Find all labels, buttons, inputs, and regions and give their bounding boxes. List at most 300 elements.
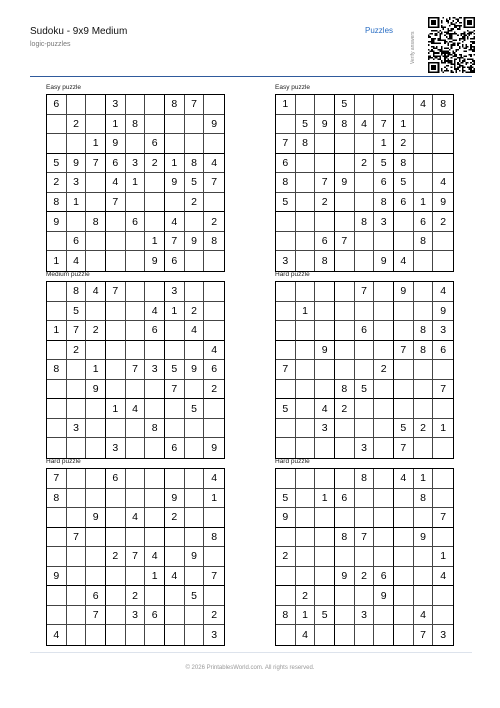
sudoku-cell [106,380,126,400]
sudoku-cell: 3 [276,251,296,271]
sudoku-cell [296,438,316,458]
sudoku-cell [394,212,414,232]
sudoku-cell [67,625,87,645]
sudoku-grid [275,468,454,646]
sudoku-cell [355,173,375,193]
sudoku-cell: 1 [414,193,434,213]
sudoku-cell [374,606,394,626]
sudoku-cell [86,232,106,252]
sudoku-cell: 4 [67,251,87,271]
sudoku-cell: 2 [185,193,205,213]
sudoku-cell [414,567,434,587]
sudoku-cell: 5 [296,115,316,135]
sudoku-cell [335,321,355,341]
sudoku-cell: 4 [145,547,165,567]
sudoku-cell: 9 [165,489,185,509]
sudoku-cell: 5 [165,360,185,380]
sudoku-cell: 1 [126,173,146,193]
sudoku-cell: 8 [374,193,394,213]
sudoku-cell: 3 [67,419,87,439]
sudoku-cell [106,489,126,509]
sudoku-cell: 5 [276,193,296,213]
sudoku-cell: 6 [145,606,165,626]
sudoku-cell [335,508,355,528]
sudoku-cell [204,251,224,271]
sudoku-cell [296,469,316,489]
sudoku-cell [296,173,316,193]
page-subtitle: logic-puzzles [30,41,71,48]
sudoku-cell [204,302,224,322]
puzzle-label: Medium puzzle [46,271,90,278]
sudoku-cell [276,115,296,135]
sudoku-cell: 6 [335,489,355,509]
sudoku-cell [185,528,205,548]
sudoku-cell [185,625,205,645]
sudoku-cell [145,508,165,528]
sudoku-cell: 7 [126,547,146,567]
sudoku-cell [296,341,316,361]
sudoku-cell: 3 [126,606,146,626]
sudoku-cell [67,567,87,587]
sudoku-cell: 2 [126,586,146,606]
sudoku-cell [185,508,205,528]
sudoku-cell [106,232,126,252]
sudoku-cell [67,134,87,154]
sudoku-cell [145,341,165,361]
sudoku-cell [433,399,453,419]
sudoku-cell [165,321,185,341]
sudoku-cell [47,115,67,135]
sudoku-cell [126,251,146,271]
puzzle-label: Hard puzzle [275,271,310,278]
sudoku-cell [165,586,185,606]
sudoku-cell: 9 [433,193,453,213]
sudoku-cell [126,625,146,645]
sudoku-cell: 2 [165,508,185,528]
sudoku-cell: 2 [355,154,375,174]
sudoku-cell: 7 [315,173,335,193]
sudoku-cell: 1 [204,489,224,509]
sudoku-cell [374,232,394,252]
sudoku-cell: 4 [433,282,453,302]
sudoku-cell [315,469,335,489]
sudoku-cell [185,380,205,400]
sudoku-cell [185,469,205,489]
sudoku-cell: 9 [204,115,224,135]
sudoku-cell: 4 [204,154,224,174]
sudoku-cell [355,586,375,606]
sudoku-cell [296,489,316,509]
sudoku-cell [374,302,394,322]
sudoku-cell [126,193,146,213]
sudoku-cell [315,528,335,548]
sudoku-cell [315,567,335,587]
sudoku-cell: 2 [67,115,87,135]
sudoku-cell: 6 [106,469,126,489]
sudoku-cell [355,95,375,115]
sudoku-cell: 3 [440,629,447,642]
sudoku-cell [414,586,434,606]
sudoku-cell: 5 [185,399,205,419]
sudoku-cell [145,380,165,400]
verify-answers-label: Verify answers [410,31,416,65]
sudoku-cell [296,251,316,271]
sudoku-cell: 5 [276,489,296,509]
sudoku-cell: 5 [185,586,205,606]
sudoku-cell [276,212,296,232]
sudoku-cell [145,115,165,135]
sudoku-cell [433,586,453,606]
sudoku-cell [433,134,453,154]
sudoku-cell: 5 [355,380,375,400]
sudoku-cell [86,399,106,419]
sudoku-cell [165,606,185,626]
footer-copyright: © 2026 PrintablesWorld.com. All rights reserved. [185,665,315,671]
sudoku-cell [276,321,296,341]
sudoku-cell [204,547,224,567]
sudoku-cell [335,154,355,174]
sudoku-cell: 7 [185,95,205,115]
sudoku-cell: 8 [414,232,434,252]
sudoku-cell: 8 [47,489,67,509]
sudoku-cell [126,469,146,489]
sudoku-cell [106,212,126,232]
sudoku-cell: 8 [165,95,185,115]
page-title: Sudoku - 9x9 Medium [30,26,128,37]
sudoku-cell [165,469,185,489]
sudoku-cell [276,625,296,645]
sudoku-cell: 9 [433,302,453,322]
sudoku-cell: 3 [374,212,394,232]
sudoku-cell [145,438,165,458]
sudoku-cell: 1 [433,547,453,567]
sudoku-cell [126,380,146,400]
sudoku-cell [296,528,316,548]
sudoku-cell [374,282,394,302]
sudoku-cell: 3 [67,173,87,193]
sudoku-cell [47,134,67,154]
sudoku-cell: 9 [67,154,87,174]
puzzle-label: Easy puzzle [275,84,311,91]
sudoku-cell [374,419,394,439]
sudoku-cell: 2 [204,212,224,232]
sudoku-cell [204,193,224,213]
brand-link[interactable]: Puzzles [365,26,394,35]
sudoku-cell [276,302,296,322]
sudoku-cell [394,380,414,400]
sudoku-cell [355,360,375,380]
sudoku-cell: 6 [165,438,185,458]
sudoku-cell: 4 [414,95,434,115]
sudoku-cell [394,360,414,380]
sudoku-cell [296,193,316,213]
sudoku-cell: 7 [47,469,67,489]
sudoku-cell: 1 [394,115,414,135]
sudoku-cell [126,528,146,548]
sudoku-cell: 4 [433,567,453,587]
sudoku-cell: 1 [47,321,67,341]
sudoku-cell [414,302,434,322]
puzzle-label: Hard puzzle [275,458,310,465]
sudoku-cell [86,173,106,193]
sudoku-cell: 3 [106,438,126,458]
sudoku-cell [86,567,106,587]
sudoku-cell: 2 [106,547,126,567]
sudoku-cell [126,438,146,458]
sudoku-cell [86,341,106,361]
sudoku-cell [276,438,296,458]
sudoku-cell: 8 [394,154,414,174]
sudoku-cell: 2 [433,212,453,232]
sudoku-cell [86,115,106,135]
sudoku-cell: 8 [296,134,316,154]
sudoku-cell [47,508,67,528]
sudoku-cell [355,302,375,322]
sudoku-cell [394,586,414,606]
sudoku-cell: 8 [47,193,67,213]
sudoku-cell: 7 [106,282,126,302]
sudoku-cell [414,438,434,458]
sudoku-cell: 7 [433,380,453,400]
sudoku-cell [394,95,414,115]
sudoku-cell [185,282,205,302]
sudoku-cell [394,606,414,626]
sudoku-cell: 9 [86,380,106,400]
sudoku-cell: 8 [145,419,165,439]
sudoku-cell: 8 [67,282,87,302]
sudoku-cell [185,438,205,458]
sudoku-cell: 9 [47,567,67,587]
sudoku-cell: 7 [276,134,296,154]
sudoku-cell: 5 [185,173,205,193]
sudoku-cell [67,508,87,528]
sudoku-cell: 8 [204,528,224,548]
sudoku-cell [374,380,394,400]
sudoku-cell [185,567,205,587]
sudoku-cell: 7 [165,380,185,400]
sudoku-cell: 2 [276,547,296,567]
sudoku-cell: 4 [433,173,453,193]
sudoku-cell [106,302,126,322]
sudoku-cell: 8 [276,173,296,193]
sudoku-cell [204,95,224,115]
sudoku-cell: 7 [355,528,375,548]
sudoku-cell: 2 [335,399,355,419]
sudoku-cell: 3 [165,282,185,302]
sudoku-cell [355,625,375,645]
sudoku-cell: 3 [355,438,375,458]
sudoku-cell [145,469,165,489]
sudoku-cell [296,232,316,252]
sudoku-cell [86,95,106,115]
sudoku-cell [355,508,375,528]
sudoku-cell: 1 [296,302,316,322]
sudoku-cell [204,399,224,419]
sudoku-cell [67,606,87,626]
sudoku-cell: 2 [145,154,165,174]
sudoku-cell: 4 [47,625,67,645]
sudoku-cell: 5 [67,302,87,322]
sudoku-cell: 1 [315,489,335,509]
sudoku-cell [394,399,414,419]
sudoku-cell [145,95,165,115]
sudoku-cell [106,606,126,626]
sudoku-cell [355,489,375,509]
sudoku-cell: 9 [211,442,218,455]
sudoku-cell [374,95,394,115]
sudoku-cell: 8 [414,341,434,361]
sudoku-cell [315,302,335,322]
sudoku-cell [67,469,87,489]
sudoku-cell: 4 [86,282,106,302]
sudoku-cell: 6 [414,212,434,232]
footer-divider [30,652,472,653]
sudoku-cell [335,282,355,302]
sudoku-cell: 4 [185,321,205,341]
sudoku-cell [433,489,453,509]
sudoku-cell: 1 [106,115,126,135]
sudoku-cell: 7 [86,606,106,626]
sudoku-cell [165,193,185,213]
sudoku-cell [433,360,453,380]
sudoku-cell [106,360,126,380]
sudoku-cell [394,232,414,252]
sudoku-cell: 4 [296,625,316,645]
sudoku-cell [414,134,434,154]
sudoku-cell: 9 [47,212,67,232]
sudoku-cell [145,212,165,232]
sudoku-cell [276,567,296,587]
sudoku-cell: 6 [374,567,394,587]
sudoku-cell [165,115,185,135]
sudoku-cell: 3 [126,154,146,174]
sudoku-cell: 8 [185,154,205,174]
sudoku-cell [126,95,146,115]
sudoku-cell: 6 [315,232,335,252]
sudoku-cell [165,399,185,419]
sudoku-cell [296,212,316,232]
sudoku-cell [106,586,126,606]
sudoku-cell [106,341,126,361]
sudoku-cell: 8 [315,251,335,271]
sudoku-cell [335,469,355,489]
sudoku-cell [414,282,434,302]
sudoku-cell [185,115,205,135]
sudoku-cell [67,399,87,419]
sudoku-cell: 9 [145,251,165,271]
sudoku-cell: 2 [86,321,106,341]
sudoku-cell [204,321,224,341]
sudoku-cell [47,341,67,361]
sudoku-cell [165,419,185,439]
sudoku-cell [126,489,146,509]
sudoku-cell [394,302,414,322]
sudoku-cell [315,438,335,458]
sudoku-cell [185,419,205,439]
sudoku-cell [296,419,316,439]
sudoku-cell [296,154,316,174]
sudoku-cell: 7 [67,321,87,341]
sudoku-grid [46,94,225,272]
sudoku-cell [315,625,335,645]
sudoku-cell [47,399,67,419]
sudoku-cell: 2 [47,173,67,193]
qr-code-icon[interactable] [428,17,475,73]
sudoku-cell [47,528,67,548]
sudoku-cell: 9 [86,508,106,528]
sudoku-cell: 4 [414,606,434,626]
sudoku-cell [374,489,394,509]
sudoku-cell [185,134,205,154]
sudoku-cell: 4 [204,469,224,489]
sudoku-cell: 2 [67,341,87,361]
sudoku-cell: 4 [106,173,126,193]
sudoku-cell [86,302,106,322]
sudoku-cell: 5 [276,399,296,419]
sudoku-cell [126,341,146,361]
sudoku-cell [204,419,224,439]
sudoku-cell [126,282,146,302]
sudoku-cell: 8 [335,528,355,548]
sudoku-cell [276,341,296,361]
sudoku-cell [414,399,434,419]
sudoku-cell [67,212,87,232]
sudoku-cell: 3 [355,606,375,626]
sudoku-cell [374,438,394,458]
sudoku-cell [315,321,335,341]
sudoku-cell: 7 [165,232,185,252]
sudoku-cell [335,419,355,439]
sudoku-cell: 4 [394,469,414,489]
sudoku-grid [275,281,454,459]
sudoku-cell [86,625,106,645]
sudoku-cell [296,95,316,115]
sudoku-cell [335,360,355,380]
sudoku-cell [86,528,106,548]
sudoku-cell [315,95,335,115]
sudoku-cell [374,528,394,548]
sudoku-cell: 2 [414,419,434,439]
sudoku-cell: 1 [414,469,434,489]
sudoku-cell [86,251,106,271]
sudoku-cell: 4 [145,302,165,322]
sudoku-cell [296,360,316,380]
sudoku-cell: 8 [414,489,434,509]
sudoku-cell: 6 [394,193,414,213]
sudoku-cell: 8 [204,232,224,252]
sudoku-cell [126,419,146,439]
sudoku-cell [86,489,106,509]
sudoku-cell [145,586,165,606]
sudoku-cell [296,399,316,419]
sudoku-cell [67,380,87,400]
sudoku-cell [374,469,394,489]
header-divider [30,76,472,77]
sudoku-cell [126,567,146,587]
sudoku-cell: 6 [145,321,165,341]
sudoku-cell [414,154,434,174]
sudoku-cell [433,154,453,174]
sudoku-cell [204,586,224,606]
sudoku-cell: 4 [315,399,335,419]
sudoku-cell [126,302,146,322]
sudoku-cell [165,547,185,567]
sudoku-cell: 1 [433,419,453,439]
sudoku-cell [433,606,453,626]
sudoku-cell [86,547,106,567]
sudoku-cell [335,341,355,361]
sudoku-cell: 1 [165,154,185,174]
